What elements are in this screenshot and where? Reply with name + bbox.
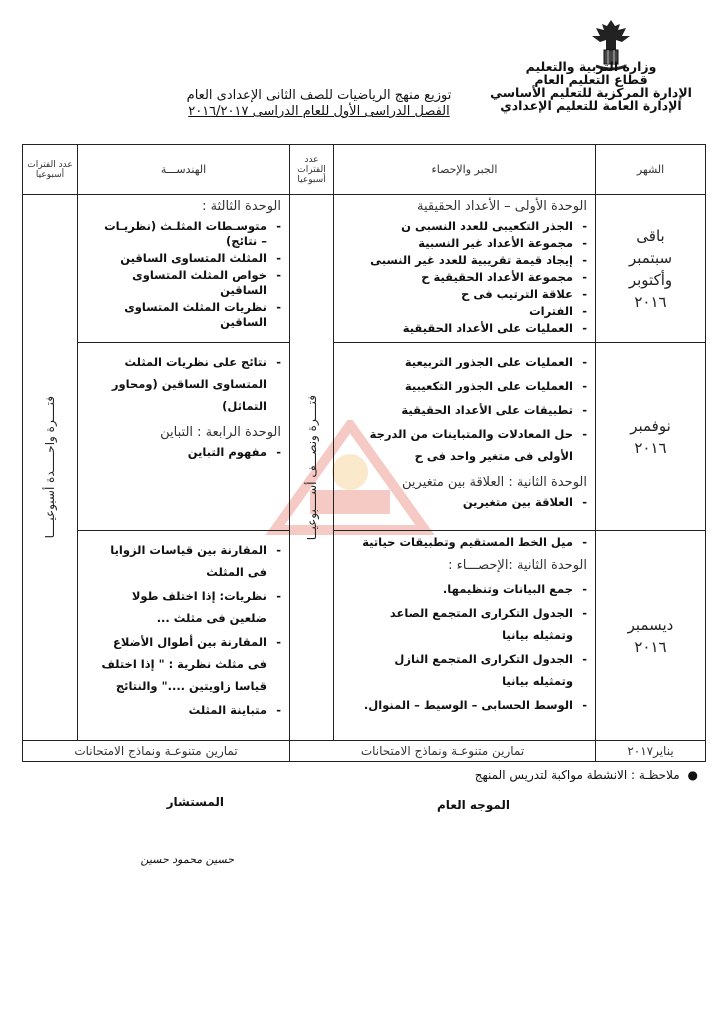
weeks-algebra-cell: [290, 195, 334, 741]
list-item: - الوسط الحسابى – الوسيط – المنوال.: [340, 694, 589, 716]
list-item: - جمع البيانات وتنظيمها.: [340, 578, 589, 600]
header-geometry: الهندســـة: [78, 145, 290, 195]
unit-heading: الوحدة الثانية : العلاقة بين متغيرين: [402, 475, 587, 490]
list-item: - العلاقة بين متغيرين: [340, 495, 589, 510]
bullet-icon: ●: [687, 768, 698, 782]
topic-list: [334, 574, 595, 720]
list-item: - الجدول التكرارى المتجمع النازل وتمثيله بيانيا: [340, 648, 589, 692]
month-text: باقى: [636, 226, 665, 245]
exam-algebra: تمارين متنوعـة ونماذج الامتحانات: [290, 741, 596, 762]
supervisor-label: الموجه العام: [437, 798, 510, 812]
topic-list: [78, 215, 289, 334]
month-text: ٢٠١٦: [634, 438, 667, 457]
table-header-row: [23, 145, 706, 195]
algebra-cell: [334, 195, 596, 343]
topic-list: [334, 215, 595, 340]
geometry-cell: [78, 343, 290, 531]
list-item: - مفهوم التباين: [84, 445, 283, 460]
table-row: [23, 195, 706, 343]
topic-list: [78, 531, 289, 725]
topic-list: [334, 343, 595, 471]
ministry-line: الإدارة المركزية للتعليم الأساسي: [490, 85, 692, 100]
geometry-cell: [78, 531, 290, 741]
list-item: - علاقة الترتيب فى ح: [340, 287, 589, 302]
list-item: - إيجاد قيمة تقريبية للعدد غير النسبى: [340, 253, 589, 268]
weeks-geometry-text: فتــــرة واحـــــدة أسبوعيــــا: [43, 396, 57, 539]
list-item: - حل المعادلات والمتباينات من الدرجة الأولى فى متغير واحد فى ح: [340, 423, 589, 467]
document-title: [154, 88, 484, 120]
header-algebra: الجبر والإحصاء: [334, 145, 596, 195]
list-item: - مجموعة الأعداد الحقيقية ح: [340, 270, 589, 285]
month-text: ٢٠١٦: [634, 292, 667, 311]
advisor-label: المستشار: [166, 795, 224, 809]
list-item: - العمليات على الجذور التكعيبية: [340, 375, 589, 397]
unit-heading: الوحدة الثالثة :: [202, 199, 281, 214]
list-item: - نظريات المثلث المتساوى الساقين: [84, 300, 283, 330]
list-item: - نظريات: إذا اختلف طولا ضلعين فى مثلث ...: [84, 585, 283, 629]
list-item: - المثلث المتساوى الساقين: [84, 251, 283, 266]
note-text: ملاحظـة : الانشطة مواكبة لتدريس المنهج: [474, 768, 680, 782]
list-item: - المقارنة بين أطوال الأضلاع فى مثلث نظرية : " إذا اختلف قياسا زاويتين ...." والنتائج: [84, 631, 283, 697]
month-cell: [596, 343, 706, 531]
list-item: - الفترات: [340, 304, 589, 319]
list-item: - مجموعة الأعداد غير النسبية: [340, 236, 589, 251]
month-text: نوفمبر: [630, 416, 671, 435]
topic-list: [78, 441, 289, 464]
title-line-1: توزيع منهج الرياضيات للصف الثانى الإعدادى العام: [186, 88, 452, 103]
month-cell: [596, 195, 706, 343]
exam-month: يناير٢٠١٧: [596, 741, 706, 762]
list-item: - الجذر التكعيبى للعدد النسبى ن: [340, 219, 589, 234]
title-line-2: الفصل الدراسى الأول للعام الدراسى ٢٠١٦/٢٠١٧: [188, 104, 450, 119]
exam-row: [23, 741, 706, 762]
table-row: [23, 343, 706, 531]
topic-list: [78, 343, 289, 421]
weeks-algebra-text: فتــــرة ونصـــف أســــبوعيــا: [304, 394, 319, 541]
advisor-name: حسين محمود حسين: [140, 853, 234, 866]
list-item: - نتائج على نظريات المثلث المتساوى الساقين (ومحاور التماثل): [84, 351, 283, 417]
month-text: ٢٠١٦: [634, 637, 667, 656]
month-text: سبتمبر: [628, 248, 673, 267]
exam-geometry: تمارين متنوعـة ونماذج الامتحانات: [23, 741, 290, 762]
month-text: وأكتوبر: [628, 270, 673, 289]
header-weeks-algebra: عدد الفترات أسبوعيا: [290, 145, 334, 195]
unit-heading: الوحدة الرابعة : التباين: [160, 425, 281, 440]
list-item: - متباينة المثلث: [84, 699, 283, 721]
list-item: - الجدول التكرارى المتجمع الصاعد وتمثيله بيانيا: [340, 602, 589, 646]
table-row: [23, 531, 706, 741]
ministry-line: قطاع التعليم العام: [534, 72, 648, 87]
topic-list: [334, 531, 595, 554]
unit-heading: الوحدة الأولى – الأعداد الحقيقية: [416, 199, 587, 214]
list-item: - العمليات على الجذور التربيعية: [340, 351, 589, 373]
weeks-geometry-cell: [23, 195, 78, 741]
header-weeks-geometry: عدد الفترات أسبوعيا: [23, 145, 78, 195]
note: [475, 768, 698, 782]
list-item: - العمليات على الأعداد الحقيقية: [340, 321, 589, 336]
algebra-cell: [334, 531, 596, 741]
unit-heading: الوحدة الثانية :الإحصـــاء :: [448, 558, 587, 573]
month-text: ديسمبر: [627, 615, 674, 634]
curriculum-table: [22, 144, 706, 762]
ministry-line: وزارة التربية والتعليم: [525, 59, 657, 74]
geometry-cell: [78, 195, 290, 343]
list-item: - تطبيقات على الأعداد الحقيقية: [340, 399, 589, 421]
algebra-cell: [334, 343, 596, 531]
list-item: - المقارنة بين قياسات الزوايا فى المثلث: [84, 539, 283, 583]
list-item: - ميل الخط المستقيم وتطبيقات حياتية: [340, 535, 589, 550]
header-month: الشهر: [596, 145, 706, 195]
month-cell: [596, 531, 706, 741]
list-item: - متوسـطات المثلـث (نظريـات – نتائج): [84, 219, 283, 249]
topic-list: [334, 491, 595, 514]
ministry-line: الإدارة العامة للتعليم الإعدادي: [500, 98, 682, 113]
ministry-header: [476, 60, 706, 112]
list-item: - خواص المثلث المتساوى الساقين: [84, 268, 283, 298]
